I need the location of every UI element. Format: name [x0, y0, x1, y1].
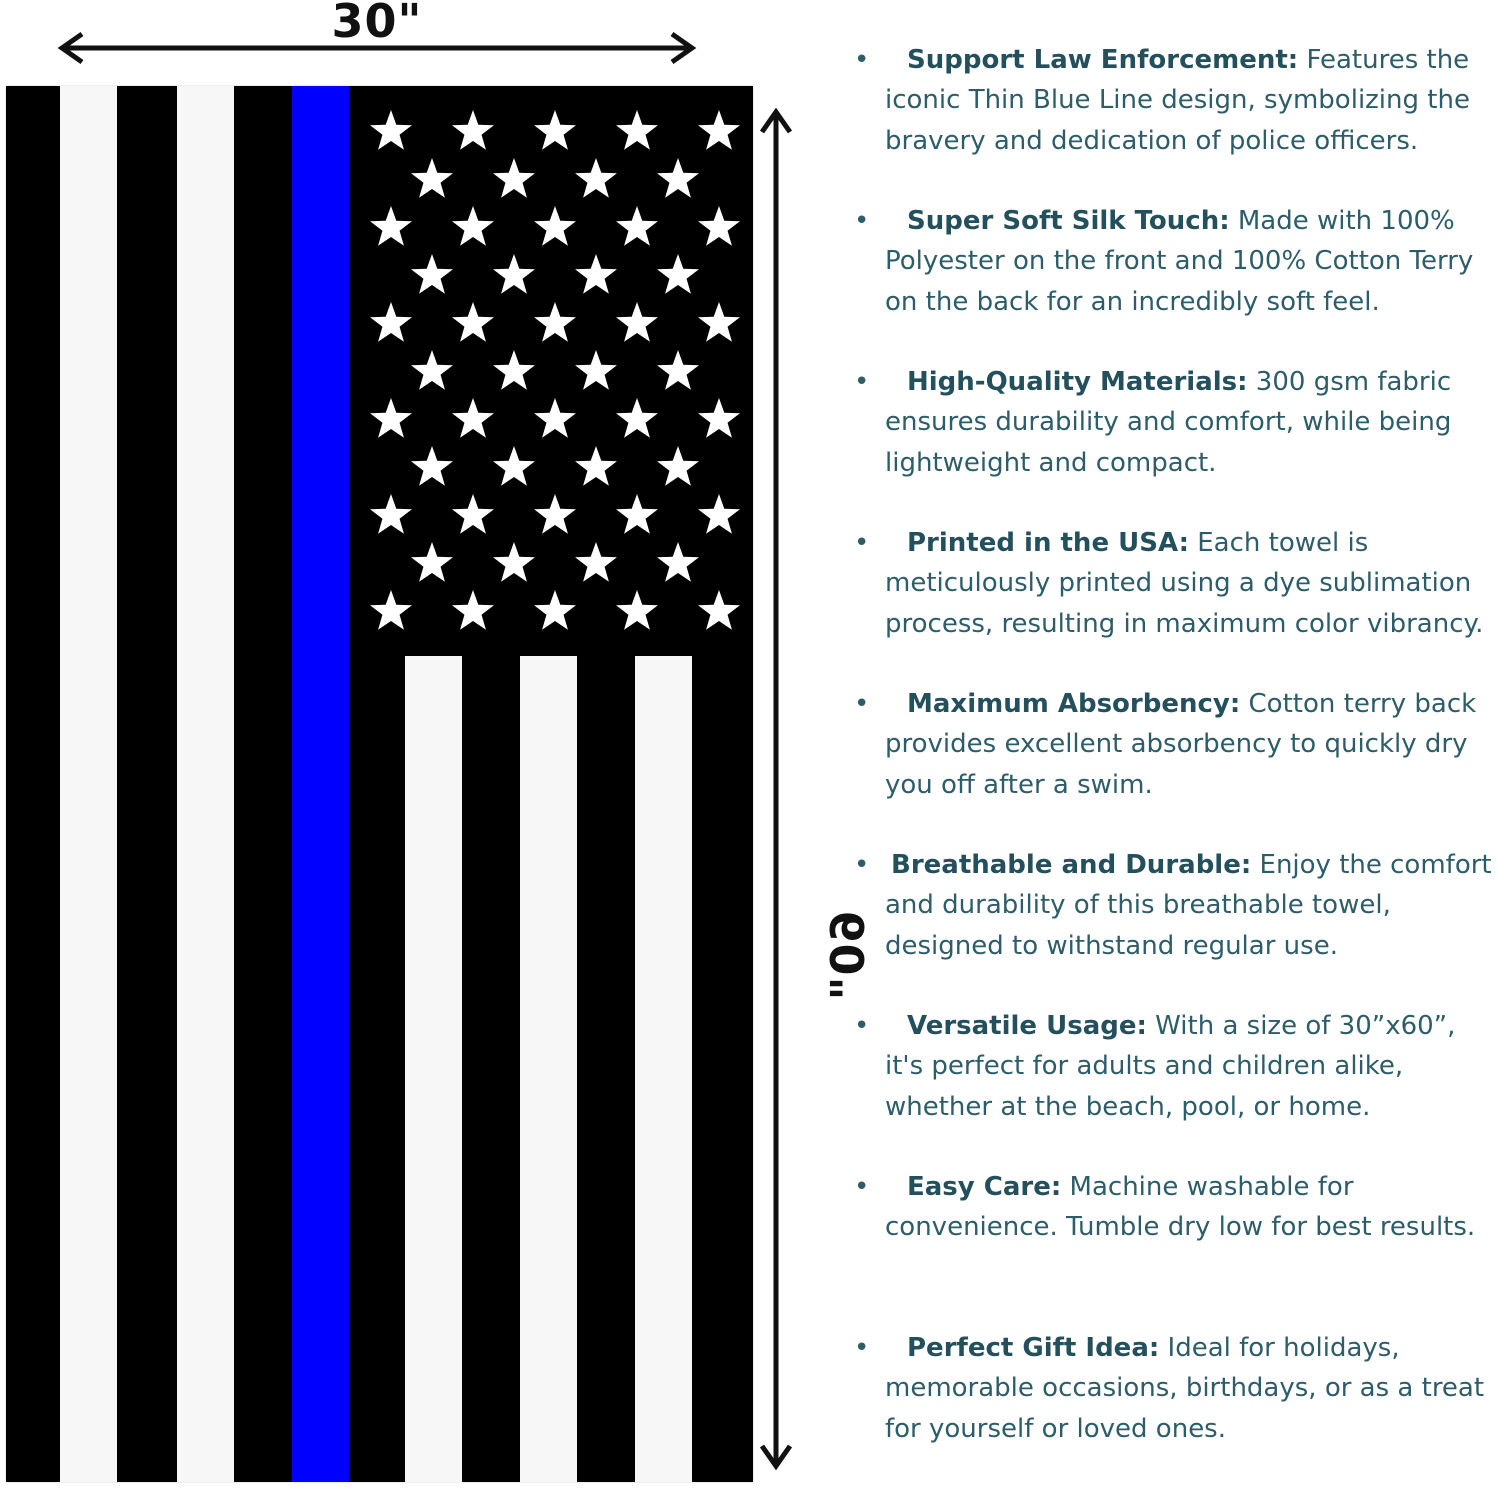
height-label: 60"	[821, 910, 875, 1002]
bullet-icon: •	[854, 1333, 870, 1363]
feature-item	[850, 40, 1500, 201]
white-stripe	[635, 656, 692, 1482]
blue-stripe	[292, 86, 349, 1482]
feature-title: Support Law Enforcement:	[907, 45, 1299, 75]
feature-text: Enjoy the comfort and durability of this breathable towel, designed to withstand regular use.	[885, 850, 1492, 961]
height-arrow-icon	[748, 106, 808, 1472]
feature-text: Features the iconic Thin Blue Line design, symbolizing the bravery and dedication of police officers.	[885, 45, 1470, 156]
feature-title: Breathable and Durable:	[891, 850, 1252, 880]
white-stripe	[60, 86, 117, 1482]
feature-item	[850, 362, 1500, 523]
feature-title: Easy Care:	[907, 1172, 1062, 1202]
white-stripe	[177, 86, 234, 1482]
bullet-icon: •	[854, 1172, 870, 1202]
feature-item	[850, 1167, 1500, 1328]
feature-title: Perfect Gift Idea:	[907, 1333, 1160, 1363]
feature-item	[850, 1328, 1500, 1489]
bullet-icon: •	[854, 206, 870, 236]
feature-text: Ideal for holidays, memorable occasions, birthdays, or as a treat for yourself or loved ones.	[885, 1333, 1485, 1444]
feature-item	[850, 1006, 1500, 1167]
feature-list	[850, 40, 1500, 1489]
feature-text: With a size of 30”x60”, it's perfect for adults and children alike, whether at the beach, pool, or home.	[885, 1011, 1456, 1122]
feature-item	[850, 845, 1500, 1006]
thin-blue-line-towel-image	[6, 86, 753, 1482]
feature-item	[850, 201, 1500, 362]
width-arrow-icon	[56, 30, 698, 70]
bullet-icon: •	[854, 1011, 870, 1041]
feature-text: Machine washable for convenience. Tumble dry low for best results.	[885, 1172, 1476, 1243]
feature-item	[850, 684, 1500, 845]
feature-title: Printed in the USA:	[907, 528, 1189, 558]
bullet-icon: •	[854, 367, 870, 397]
height-dimension	[748, 106, 875, 1472]
feature-text: Made with 100% Polyester on the front and 100% Cotton Terry on the back for an incredibly soft feel.	[885, 206, 1474, 317]
feature-title: High-Quality Materials:	[907, 367, 1248, 397]
white-stripe	[405, 656, 462, 1482]
bullet-icon: •	[854, 689, 870, 719]
white-stripe	[520, 656, 577, 1482]
bullet-icon: •	[854, 850, 870, 880]
towel-stripes	[6, 86, 753, 1482]
feature-title: Maximum Absorbency:	[907, 689, 1241, 719]
width-dimension	[56, 0, 698, 70]
feature-text: Cotton terry back provides excellent absorbency to quickly dry you off after a swim.	[885, 689, 1477, 800]
feature-title: Versatile Usage:	[907, 1011, 1147, 1041]
feature-item	[850, 523, 1500, 684]
feature-text: 300 gsm fabric ensures durability and comfort, while being lightweight and compact.	[885, 367, 1452, 478]
feature-text: Each towel is meticulously printed using a dye sublimation process, resulting in maximum color vibrancy.	[885, 528, 1484, 639]
feature-title: Super Soft Silk Touch:	[907, 206, 1230, 236]
bullet-icon: •	[854, 45, 870, 75]
bullet-icon: •	[854, 528, 870, 558]
width-label: 30"	[331, 0, 423, 48]
